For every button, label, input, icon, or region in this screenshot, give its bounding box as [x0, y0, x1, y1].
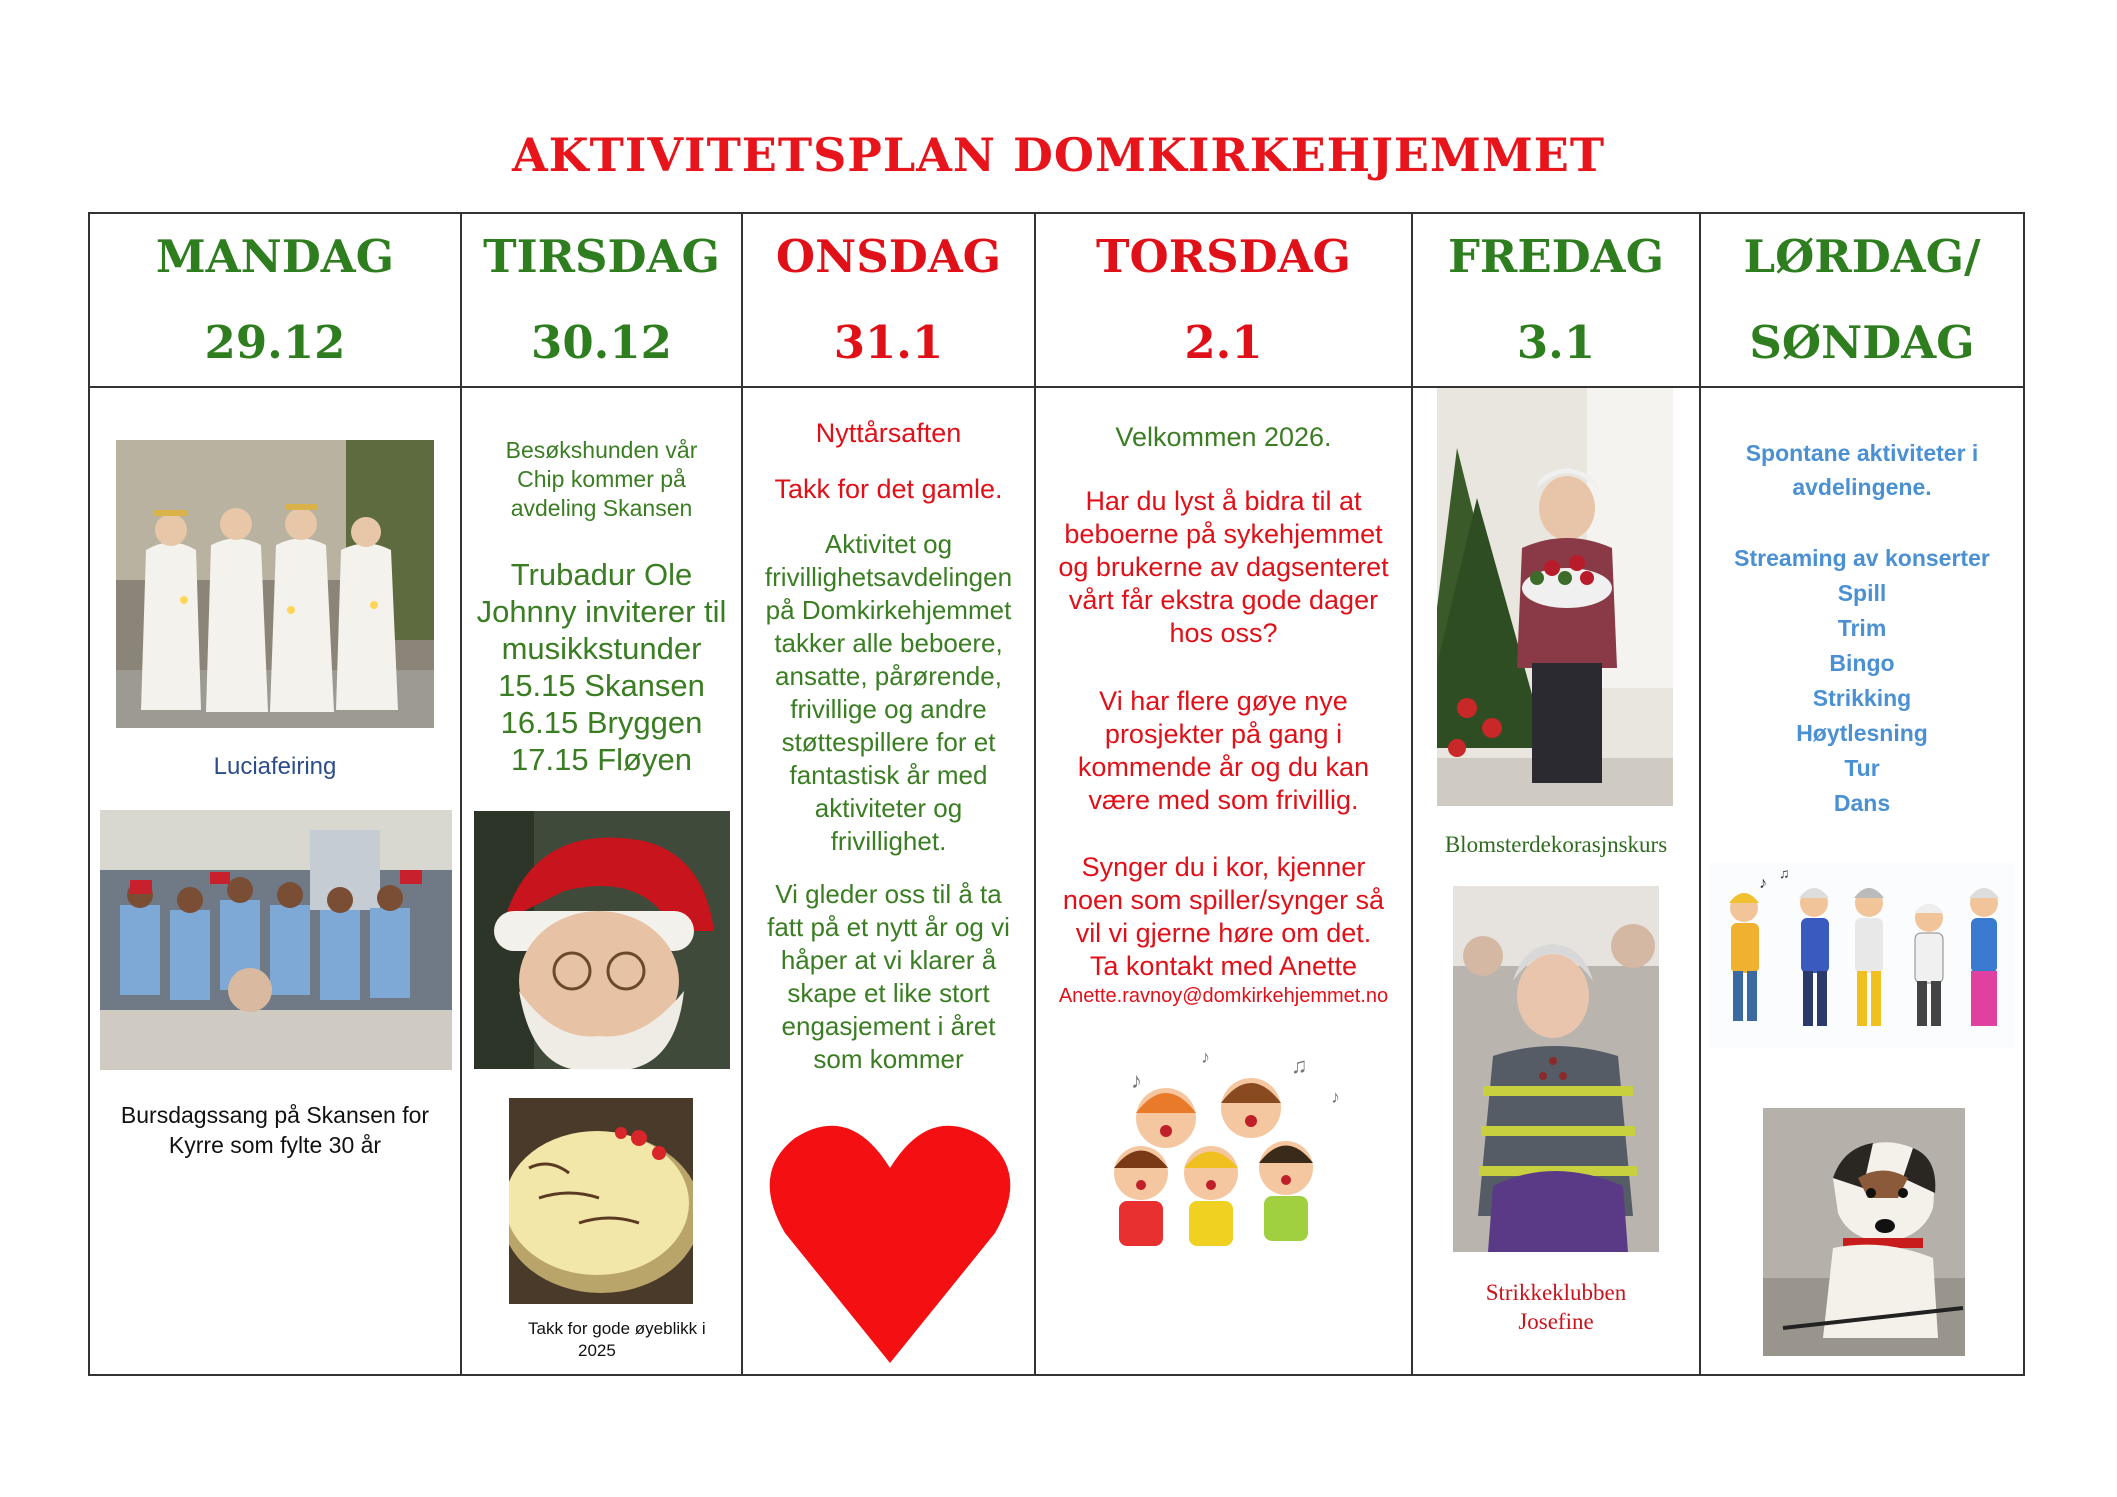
cake-caption: [528, 1318, 738, 1362]
day-date: 29.12: [204, 316, 346, 369]
birthday-caption: [90, 1100, 460, 1160]
text-line: hos oss?: [1169, 618, 1278, 648]
header-thursday: [1035, 213, 1412, 387]
birthday-photo: [100, 810, 452, 1070]
activity-item: Høytlesning: [1796, 720, 1928, 746]
page-title: AKTIVITETSPLAN DOMKIRKEHJEMMET: [511, 128, 1606, 182]
text-line: skape et like stort: [787, 978, 990, 1008]
text-line: frivillige og andre: [790, 694, 987, 724]
cell-thursday: [1035, 387, 1412, 1375]
choir-text: [1036, 851, 1411, 983]
caption-line: Strikkeklubben: [1485, 1280, 1627, 1305]
cake-photo: [509, 1098, 693, 1304]
text-line: Chip kommer på: [517, 466, 686, 492]
welcome-text: Velkommen 2026.: [1115, 422, 1332, 452]
dog-photo: [1763, 1108, 1965, 1356]
cell-wednesday: [742, 387, 1035, 1375]
lucia-caption: Luciafeiring: [213, 753, 337, 780]
text-line: støttespillere for et: [781, 727, 996, 757]
text-line: aktiviteter og: [814, 793, 963, 823]
content-row: [89, 387, 2024, 1375]
text-line: Vi gleder oss til å ta: [775, 879, 1002, 909]
text-line: Synger du i kor, kjenner: [1081, 852, 1366, 882]
thanks-text: [743, 528, 1034, 858]
caption-line: Kyrre som fylte 30 år: [168, 1132, 382, 1158]
text-line: fatt på et nytt år og vi: [767, 912, 1010, 942]
day-name: TORSDAG: [1096, 230, 1351, 283]
text-line: frivillighet.: [830, 826, 947, 856]
text-line: være med som frivillig.: [1088, 785, 1359, 815]
caption-line: 2025: [578, 1341, 616, 1360]
header-friday: [1412, 213, 1700, 387]
santa-photo: [474, 811, 730, 1069]
caption-line: Bursdagssang på Skansen for: [120, 1102, 430, 1128]
caption-line: Takk for gode øyeblikk i: [528, 1319, 706, 1338]
day-date: SØNDAG: [1749, 316, 1975, 369]
svg-text:♫: ♫: [1779, 865, 1790, 881]
day-date: 3.1: [1516, 316, 1596, 369]
cell-monday: [89, 387, 461, 1375]
text-line: frivillighetsavdelingen: [764, 562, 1013, 592]
text-line: Vi har flere gøye nye: [1099, 686, 1348, 716]
thanks-old-year: Takk for det gamle.: [774, 474, 1003, 504]
cell-friday: [1412, 387, 1700, 1375]
text-line: Besøkshunden vår: [505, 437, 698, 463]
text-line: og brukerne av dagsenteret: [1058, 552, 1389, 582]
day-date: 2.1: [1184, 316, 1263, 369]
text-line: håper at vi klarer å: [780, 945, 997, 975]
singing-children-illustration: [1091, 1043, 1361, 1258]
activity-item: Strikking: [1812, 685, 1912, 711]
spontaneous-text: [1701, 436, 2023, 504]
header-wednesday: [742, 213, 1035, 387]
text-line: musikkstunder: [501, 631, 702, 666]
day-name: ONSDAG: [775, 230, 1002, 283]
text-line: Trubadur Ole: [510, 557, 693, 592]
activity-item: Tur: [1844, 755, 1880, 781]
text-line: prosjekter på gang i: [1104, 719, 1343, 749]
text-line: fantastisk år med: [789, 760, 988, 790]
text-line: kommende år og du kan: [1077, 752, 1370, 782]
text-line: avdelingene.: [1792, 474, 1932, 500]
text-line: engasjement i året: [781, 1011, 996, 1041]
text-line: 16.15 Bryggen: [500, 705, 703, 740]
new-years-eve: Nyttårsaften: [815, 418, 962, 448]
text-line: avdeling Skansen: [510, 495, 693, 521]
header-tuesday: [461, 213, 742, 387]
svg-text:♪: ♪: [1131, 1068, 1142, 1093]
day-name: FREDAG: [1447, 230, 1664, 283]
day-name: LØRDAG/: [1743, 230, 1981, 283]
text-line: Spontane aktiviteter i: [1745, 440, 1979, 466]
svg-text:♪: ♪: [1331, 1087, 1340, 1107]
text-line: takker alle beboere,: [774, 628, 1003, 658]
new-year-text: [743, 878, 1034, 1076]
activity-item: Spill: [1837, 580, 1887, 606]
contribute-text: [1036, 485, 1411, 650]
text-line: på Domkirkehjemmet: [765, 595, 1012, 625]
activity-list: [1701, 541, 2023, 821]
cell-tuesday: [461, 387, 742, 1375]
cell-weekend: [1700, 387, 2024, 1375]
text-line: noen som spiller/synger så: [1062, 885, 1385, 915]
text-line: som kommer: [813, 1044, 964, 1074]
day-name: TIRSDAG: [483, 230, 720, 283]
flower-course-photo: [1437, 388, 1673, 806]
text-line: ansatte, pårørende,: [775, 661, 1002, 691]
troubadour-text: [462, 556, 741, 778]
activity-table: [88, 212, 2025, 1376]
header-monday: [89, 213, 461, 387]
text-line: Johnny inviterer til: [476, 594, 727, 629]
text-line: Ta kontakt med Anette: [1089, 951, 1358, 981]
activity-item: Trim: [1837, 615, 1887, 641]
text-line: Har du lyst å bidra til at: [1085, 486, 1362, 516]
text-line: 15.15 Skansen: [498, 668, 705, 703]
visit-dog-text: [462, 436, 741, 523]
flower-course-caption: Blomsterdekorasjnskurs: [1444, 832, 1668, 857]
svg-text:♫: ♫: [1291, 1053, 1308, 1078]
text-line: 17.15 Fløyen: [511, 742, 692, 777]
lucia-photo: [116, 440, 434, 728]
dancing-people-illustration: [1709, 863, 2015, 1048]
header-row: [89, 213, 2024, 387]
heart-icon: [765, 1113, 1015, 1368]
svg-text:♪: ♪: [1759, 875, 1767, 892]
caption-line: Josefine: [1518, 1309, 1594, 1334]
day-date: 31.1: [833, 316, 944, 369]
activity-item: Bingo: [1829, 650, 1895, 676]
activity-item: Dans: [1833, 790, 1891, 816]
projects-text: [1036, 685, 1411, 817]
svg-text:♪: ♪: [1201, 1047, 1210, 1067]
activity-item: Streaming av konserter: [1734, 545, 1990, 571]
text-line: Aktivitet og: [824, 529, 953, 559]
knitting-club-caption: [1413, 1278, 1699, 1336]
text-line: vil vi gjerne høre om det.: [1075, 918, 1372, 948]
contact-email[interactable]: Anette.ravnoy@domkirkehjemmet.no: [1058, 985, 1389, 1007]
header-weekend: [1700, 213, 2024, 387]
knitting-club-photo: [1453, 886, 1659, 1252]
day-name: MANDAG: [155, 230, 395, 283]
text-line: beboerne på sykehjemmet: [1064, 519, 1383, 549]
day-date: 30.12: [531, 316, 672, 369]
text-line: vårt får ekstra gode dager: [1068, 585, 1379, 615]
